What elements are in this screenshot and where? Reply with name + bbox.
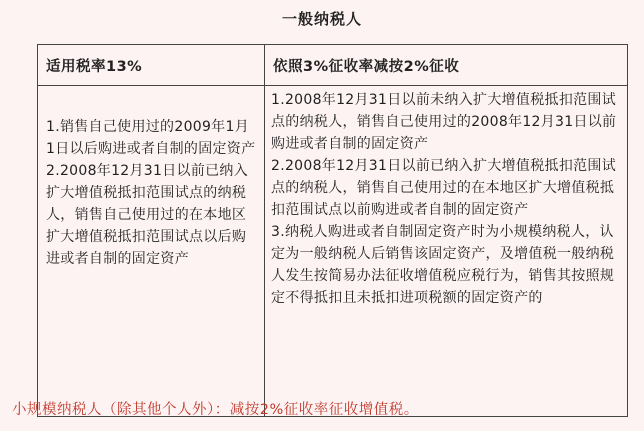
footer-note: 小规模纳税人（除其他个人外）：减按2%征收率征收增值税。: [12, 402, 419, 418]
left-item-2: 2.2008年12月31日以前已纳入扩大增值税抵扣范围试点的纳税人，销售自己使用过的在本地区扩大增值税抵扣范围试点以后购进或者自制的固定资产: [46, 163, 249, 267]
table-header-row: [38, 45, 628, 86]
table-row: [38, 86, 628, 417]
left-item-1: 1.销售自己使用过的2009年1月1日以后购进或者自制的固定资产: [46, 119, 256, 157]
right-item-3: 3.纳税人购进或者自制固定资产时为小规模纳税人，认定为一般纳税人后销售该固定资产，及增值税一般纳税人发生按简易办法征收增值税应税行为，销售其按照规定不得抵扣且未抵扣进项税额的固定资产的: [271, 224, 615, 306]
left-cell: [38, 86, 265, 417]
page-title: 一般纳税人: [281, 10, 362, 28]
header-right: 依照3%征收率减按2%征收: [265, 45, 628, 86]
right-cell: [265, 86, 628, 417]
header-left: 适用税率13%: [38, 45, 265, 86]
right-item-2: 2.2008年12月31日以前已纳入扩大增值税抵扣范围试点的纳税人，销售自己使用过的在本地区扩大增值税抵扣范围试点以前购进或者自制的固定资产: [271, 158, 617, 218]
right-item-1: 1.2008年12月31日以前未纳入扩大增值税抵扣范围试点的纳税人，销售自己使用过的2008年12月31日以前购进或者自制的固定资产: [271, 92, 617, 152]
tax-rate-table: [37, 44, 628, 417]
